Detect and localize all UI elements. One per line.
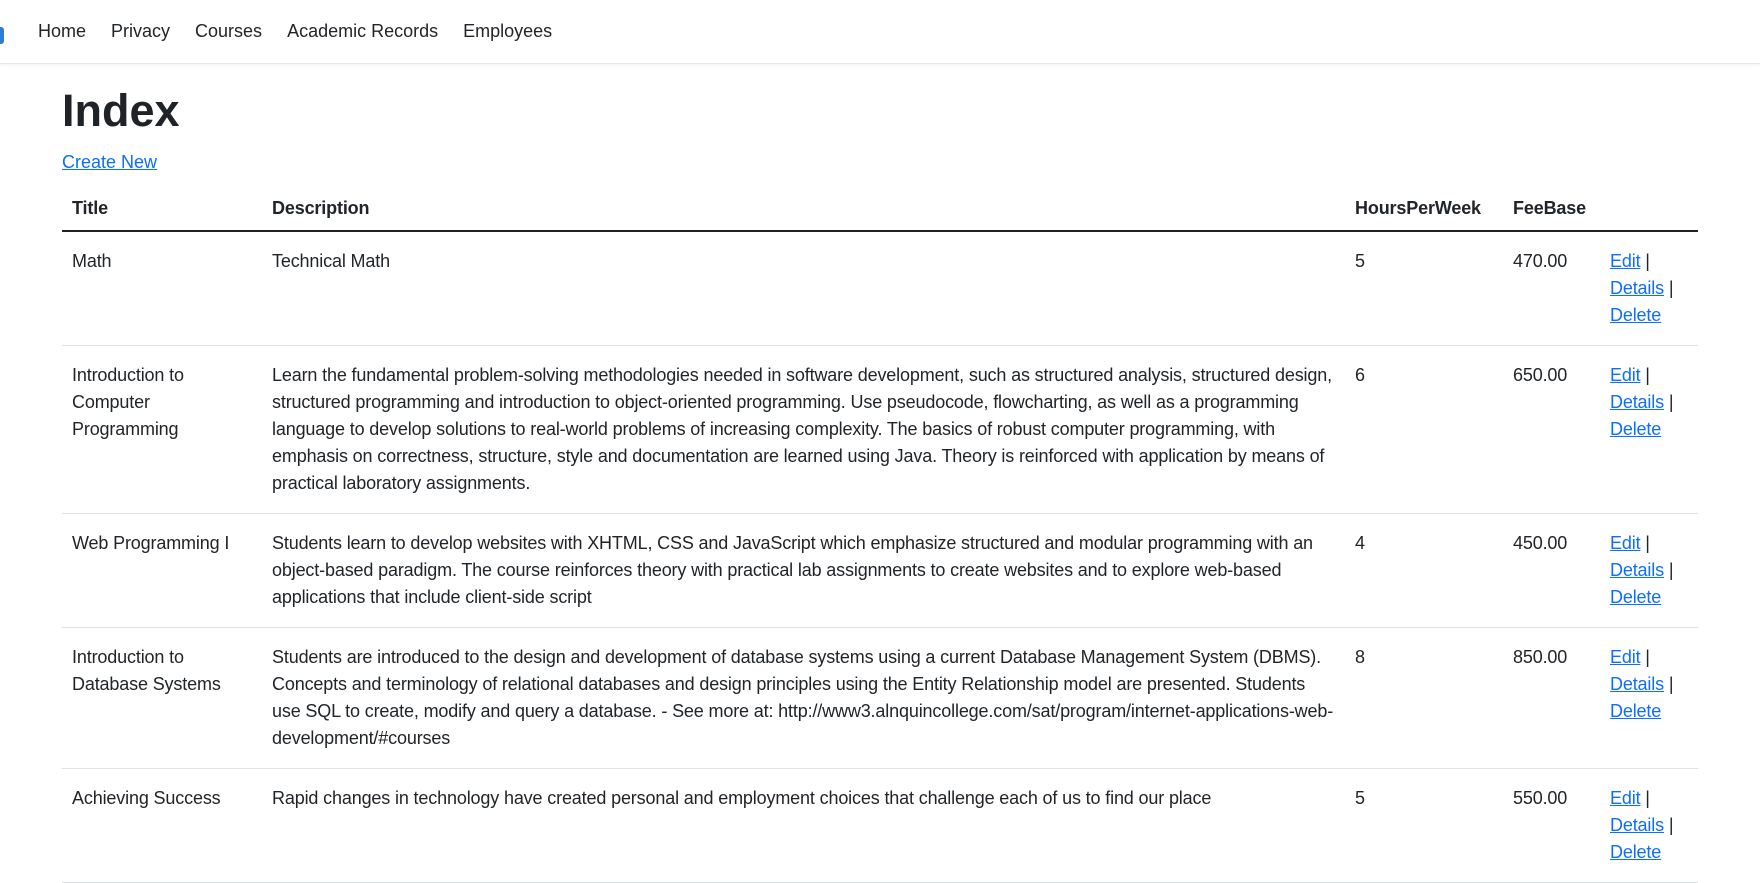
table-row [62,628,1698,769]
delete-link[interactable]: Delete [1610,419,1662,439]
action-separator: | [1645,365,1650,385]
header-hours-per-week: HoursPerWeek [1345,187,1503,231]
header-actions [1600,187,1698,231]
course-title: Web Programming I [72,533,230,553]
delete-link[interactable]: Delete [1610,587,1662,607]
action-separator: | [1668,392,1674,412]
edit-link[interactable]: Edit [1610,647,1641,667]
course-title: Introduction to Database Systems [72,647,221,694]
delete-link[interactable]: Delete [1610,842,1662,862]
header-fee-base: FeeBase [1503,187,1600,231]
course-actions [1600,628,1698,769]
action-separator: | [1668,674,1674,694]
course-hours-per-week: 5 [1355,251,1365,271]
course-hours-per-week: 6 [1355,365,1365,385]
action-separator: | [1645,251,1650,271]
table-row [62,231,1698,346]
course-description: Students are introduced to the design and development of database systems using a current Database Management System (DBMS). Concepts and terminology of relational databases and design principles using the Entity Relationship model are presented. Students use SQL to create, modify and query a database. - See more at: http://www3.alnquincollege.com/sat/program/internet-applications-web-development/#courses [272,647,1334,748]
edit-link[interactable]: Edit [1610,788,1641,808]
course-title: Introduction to Computer Programming [72,365,184,439]
course-title: Achieving Success [72,788,221,808]
nav-item-home[interactable]: Home [38,21,87,41]
action-separator: | [1645,647,1650,667]
details-link[interactable]: Details [1610,392,1664,412]
action-separator: | [1668,278,1674,298]
action-separator: | [1645,533,1650,553]
details-link[interactable]: Details [1610,278,1664,298]
course-fee-base: 850.00 [1513,647,1568,667]
create-new-link[interactable]: Create New [62,152,158,172]
course-actions [1600,769,1698,883]
table-header-row [62,187,1698,231]
table-row [62,769,1698,883]
course-actions [1600,514,1698,628]
courses-table [62,187,1698,883]
edit-link[interactable]: Edit [1610,533,1641,553]
delete-link[interactable]: Delete [1610,701,1662,721]
page-title: Index [62,85,180,136]
header-title: Title [62,187,262,231]
course-fee-base: 650.00 [1513,365,1568,385]
nav-item-academic-records[interactable]: Academic Records [287,21,439,41]
details-link[interactable]: Details [1610,674,1664,694]
delete-link[interactable]: Delete [1610,305,1662,325]
course-actions [1600,231,1698,346]
navbar [0,0,1760,64]
nav-item-employees[interactable]: Employees [463,21,553,41]
course-description: Technical Math [272,251,390,271]
course-description: Learn the fundamental problem-solving methodologies needed in software development, such as structured analysis, structured design, structured programming and introduction to object-oriented programming. Use pseudocode, flowcharting, as well as a programming language to develop solutions to real-world problems of increasing complexity. The basics of robust computer programming, with emphasis on correctness, structure, style and documentation are learned using Java. Theory is reinforced with application by means of practical laboratory assignments. [272,365,1332,493]
main-content [62,64,1698,883]
course-fee-base: 470.00 [1513,251,1568,271]
nav-item-courses[interactable]: Courses [195,21,263,41]
table-row [62,514,1698,628]
course-fee-base: 550.00 [1513,788,1568,808]
course-actions [1600,346,1698,514]
course-table-body [62,231,1698,883]
course-hours-per-week: 5 [1355,788,1365,808]
course-title: Math [72,251,112,271]
table-row [62,346,1698,514]
course-description: Rapid changes in technology have created personal and employment choices that challenge each of us to find our place [272,788,1212,808]
course-description: Students learn to develop websites with XHTML, CSS and JavaScript which emphasize structured and modular programming with an object-based paradigm. The course reinforces theory with practical lab assignments to create websites and to explore web-based applications that include client-side script [272,533,1313,607]
action-separator: | [1645,788,1650,808]
action-separator: | [1668,815,1674,835]
details-link[interactable]: Details [1610,815,1664,835]
course-hours-per-week: 4 [1355,533,1365,553]
nav-item-privacy[interactable]: Privacy [111,21,171,41]
brand-logo-sliver[interactable] [0,27,4,44]
course-hours-per-week: 8 [1355,647,1365,667]
edit-link[interactable]: Edit [1610,365,1641,385]
edit-link[interactable]: Edit [1610,251,1641,271]
header-description: Description [262,187,1345,231]
action-separator: | [1668,560,1674,580]
course-fee-base: 450.00 [1513,533,1568,553]
details-link[interactable]: Details [1610,560,1664,580]
